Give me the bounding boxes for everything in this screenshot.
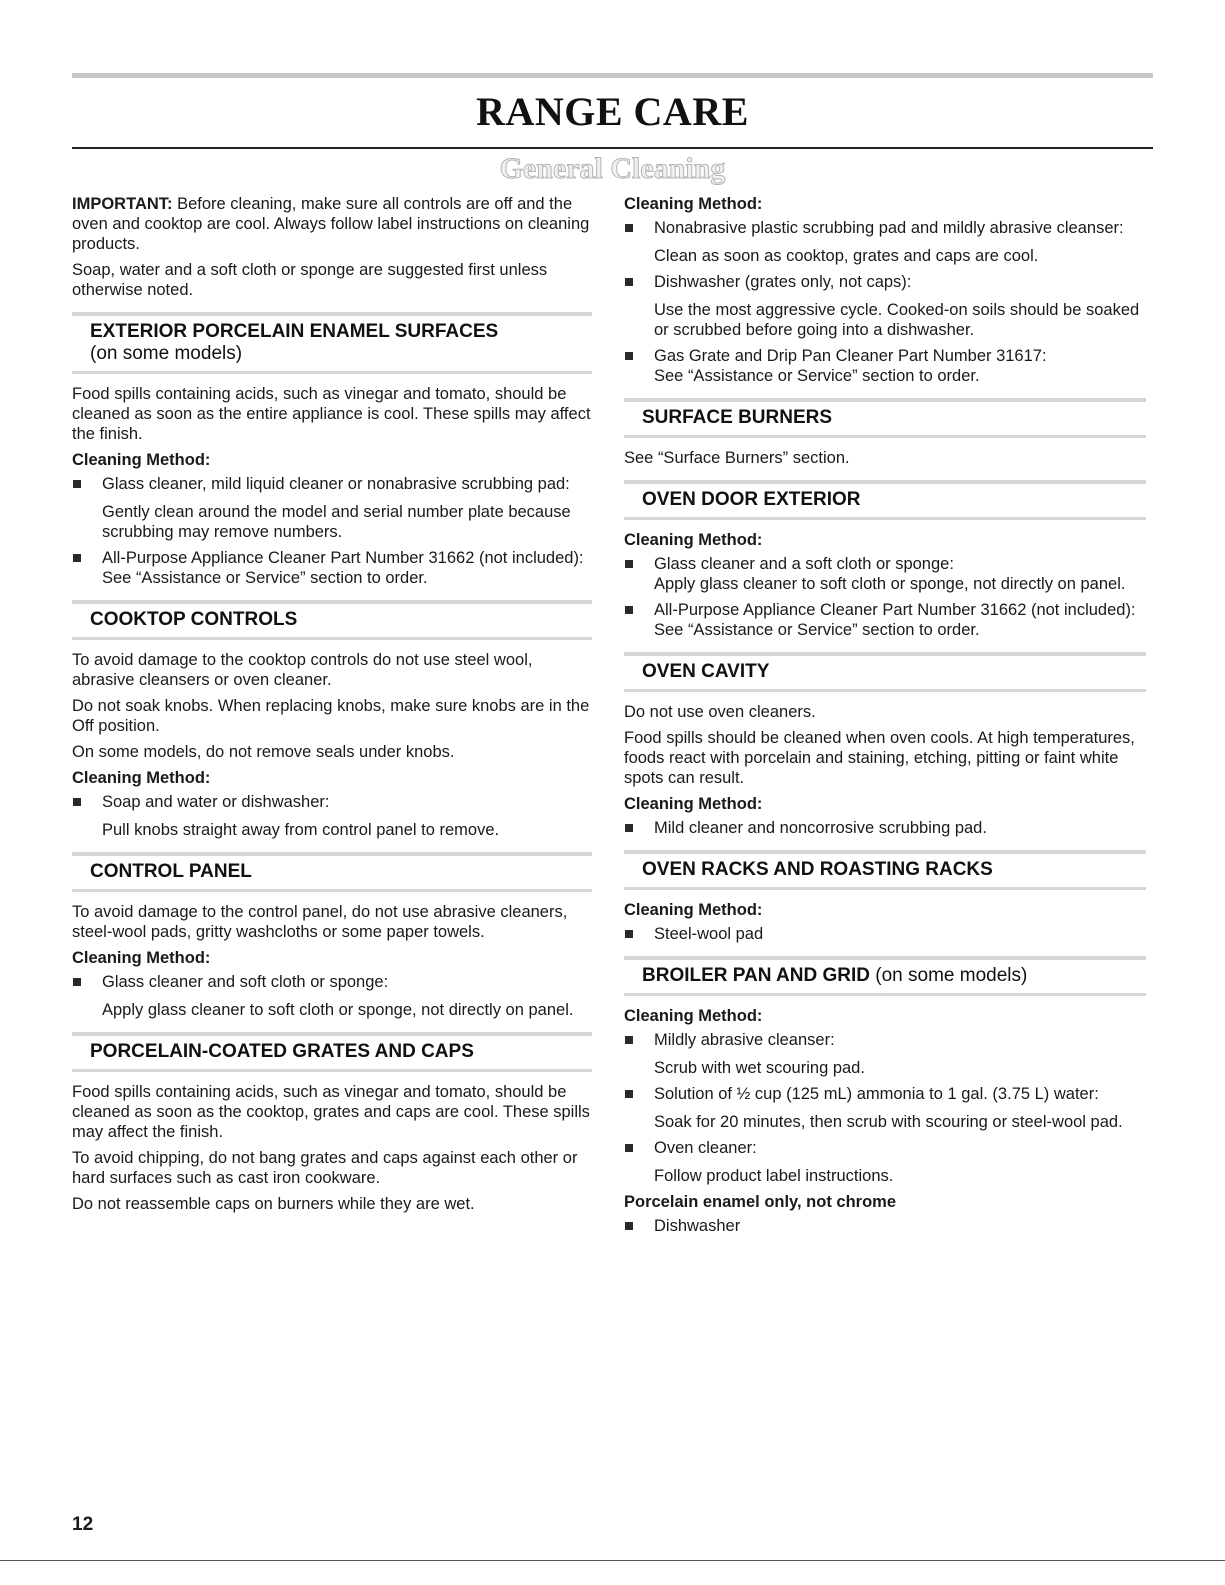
item-label: Oven cleaner: bbox=[654, 1139, 757, 1157]
oven-door-method-list bbox=[624, 554, 1146, 640]
item-detail: Follow product label instructions. bbox=[654, 1167, 894, 1185]
item-label: All-Purpose Appliance Cleaner Part Number 31662 (not included): bbox=[102, 549, 584, 567]
oven-racks-method-list bbox=[624, 924, 1146, 944]
porcelain-list bbox=[624, 1216, 1146, 1236]
important-text: Before cleaning, make sure all controls are off and the oven and cooktop are cool. Always follow label instructions on cleaning products. bbox=[72, 195, 590, 253]
item-detail: See “Assistance or Service” section to order. bbox=[654, 621, 980, 639]
list-item bbox=[72, 474, 592, 542]
list-item bbox=[624, 554, 1146, 594]
item-detail: Apply glass cleaner to soft cloth or sponge, not directly on panel. bbox=[102, 1001, 574, 1019]
cleaning-method-label: Cleaning Method: bbox=[72, 451, 211, 469]
list-item bbox=[624, 1084, 1146, 1132]
grates-caps-p2: To avoid chipping, do not bang grates and caps against each other or hard surfaces such as cast iron cookware. bbox=[72, 1149, 578, 1187]
section-title: General Cleaning bbox=[499, 152, 726, 185]
cooktop-controls-method-list bbox=[72, 792, 592, 840]
exterior-title: EXTERIOR PORCELAIN ENAMEL SURFACES bbox=[90, 321, 499, 342]
broiler-title: BROILER PAN AND GRID bbox=[642, 965, 870, 986]
item-detail: Pull knobs straight away from control panel to remove. bbox=[102, 821, 500, 839]
item-detail: Use the most aggressive cycle. Cooked-on soils should be soaked or scrubbed before going into a dishwasher. bbox=[654, 301, 1140, 339]
list-item bbox=[624, 818, 1146, 838]
item-detail: See “Assistance or Service” section to order. bbox=[102, 569, 428, 587]
broiler-note: (on some models) bbox=[875, 965, 1028, 986]
list-item bbox=[624, 1138, 1146, 1186]
list-item bbox=[72, 548, 592, 588]
cooktop-controls-p1: To avoid damage to the cooktop controls do not use steel wool, abrasive cleansers or oven cleaner. bbox=[72, 651, 533, 689]
list-item bbox=[624, 218, 1146, 266]
cleaning-method-label: Cleaning Method: bbox=[624, 1007, 763, 1025]
item-detail: Scrub with wet scouring pad. bbox=[654, 1059, 865, 1077]
exterior-body: Food spills containing acids, such as vinegar and tomato, should be cleaned as soon as the entire appliance is cool. These spills may affect the finish. bbox=[72, 385, 591, 443]
left-column bbox=[72, 194, 592, 1220]
list-item bbox=[624, 346, 1146, 386]
bottom-rule bbox=[0, 1560, 1225, 1561]
oven-cavity-p1: Do not use oven cleaners. bbox=[624, 703, 816, 721]
list-item bbox=[624, 272, 1146, 340]
cleaning-method-label: Cleaning Method: bbox=[624, 531, 763, 549]
cleaning-method-label: Cleaning Method: bbox=[624, 901, 763, 919]
item-label: Solution of ½ cup (125 mL) ammonia to 1 gal. (3.75 L) water: bbox=[654, 1085, 1099, 1103]
broiler-heading bbox=[624, 956, 1146, 996]
item-label: Glass cleaner and a soft cloth or sponge: bbox=[654, 555, 954, 573]
control-panel-heading: CONTROL PANEL bbox=[72, 852, 592, 892]
item-label: Dishwasher (grates only, not caps): bbox=[654, 273, 912, 291]
cleaning-method-label: Cleaning Method: bbox=[72, 769, 211, 787]
item-label: Mild cleaner and noncorrosive scrubbing pad. bbox=[654, 819, 987, 837]
cleaning-method-label: Cleaning Method: bbox=[624, 795, 763, 813]
item-label: Mildly abrasive cleanser: bbox=[654, 1031, 835, 1049]
oven-cavity-method-list bbox=[624, 818, 1146, 838]
grates-caps-p1: Food spills containing acids, such as vinegar and tomato, should be cleaned as soon as the cooktop, grates and caps are cool. These spills may affect the finish. bbox=[72, 1083, 590, 1141]
item-label: Nonabrasive plastic scrubbing pad and mildly abrasive cleanser: bbox=[654, 219, 1124, 237]
item-detail: Clean as soon as cooktop, grates and caps are cool. bbox=[654, 247, 1039, 265]
grates-caps-heading: PORCELAIN-COATED GRATES AND CAPS bbox=[72, 1032, 592, 1072]
item-detail: Apply glass cleaner to soft cloth or sponge, not directly on panel. bbox=[654, 575, 1126, 593]
cooktop-controls-p3: On some models, do not remove seals under knobs. bbox=[72, 743, 455, 761]
title-rule bbox=[72, 147, 1153, 149]
cleaning-method-label: Cleaning Method: bbox=[624, 195, 763, 213]
list-item bbox=[624, 924, 1146, 944]
grates-caps-p3: Do not reassemble caps on burners while they are wet. bbox=[72, 1195, 475, 1213]
page-title: RANGE CARE bbox=[476, 89, 749, 134]
item-label: Steel-wool pad bbox=[654, 925, 764, 943]
item-label: Glass cleaner and soft cloth or sponge: bbox=[102, 973, 389, 991]
item-label: Dishwasher bbox=[654, 1217, 741, 1235]
oven-door-heading: OVEN DOOR EXTERIOR bbox=[624, 480, 1146, 520]
item-label: Glass cleaner, mild liquid cleaner or nonabrasive scrubbing pad: bbox=[102, 475, 570, 493]
control-panel-method-list bbox=[72, 972, 592, 1020]
item-label: Soap and water or dishwasher: bbox=[102, 793, 330, 811]
item-detail: Soak for 20 minutes, then scrub with scouring or steel-wool pad. bbox=[654, 1113, 1123, 1131]
oven-cavity-heading: OVEN CAVITY bbox=[624, 652, 1146, 692]
list-item bbox=[72, 972, 592, 1020]
item-label: All-Purpose Appliance Cleaner Part Number 31662 (not included): bbox=[654, 601, 1136, 619]
cooktop-controls-heading: COOKTOP CONTROLS bbox=[72, 600, 592, 640]
intro-paragraph: Soap, water and a soft cloth or sponge are suggested first unless otherwise noted. bbox=[72, 261, 548, 299]
exterior-heading bbox=[72, 312, 592, 374]
surface-burners-body: See “Surface Burners” section. bbox=[624, 449, 850, 467]
grates-method-list bbox=[624, 218, 1146, 386]
page-number: 12 bbox=[72, 1514, 94, 1535]
important-lead: IMPORTANT: bbox=[72, 195, 173, 213]
right-column bbox=[624, 194, 1146, 1242]
cleaning-method-label: Cleaning Method: bbox=[72, 949, 211, 967]
top-rule bbox=[72, 73, 1153, 78]
list-item bbox=[624, 1030, 1146, 1078]
item-detail: Gently clean around the model and serial number plate because scrubbing may remove numbers. bbox=[102, 503, 571, 541]
exterior-subtitle: (on some models) bbox=[90, 343, 243, 364]
cooktop-controls-p2: Do not soak knobs. When replacing knobs, make sure knobs are in the Off position. bbox=[72, 697, 590, 735]
porcelain-heading: Porcelain enamel only, not chrome bbox=[624, 1193, 897, 1211]
list-item bbox=[624, 1216, 1146, 1236]
item-label: Gas Grate and Drip Pan Cleaner Part Number 31617: bbox=[654, 347, 1047, 365]
control-panel-body: To avoid damage to the control panel, do not use abrasive cleaners, steel-wool pads, gritty washcloths or some paper towels. bbox=[72, 903, 568, 941]
important-paragraph bbox=[72, 194, 592, 254]
surface-burners-heading: SURFACE BURNERS bbox=[624, 398, 1146, 438]
oven-racks-heading: OVEN RACKS AND ROASTING RACKS bbox=[624, 850, 1146, 890]
list-item bbox=[624, 600, 1146, 640]
list-item bbox=[72, 792, 592, 840]
oven-cavity-p2: Food spills should be cleaned when oven cools. At high temperatures, foods react with porcelain and staining, etching, pitting or faint white spots can result. bbox=[624, 729, 1135, 787]
broiler-method-list bbox=[624, 1030, 1146, 1186]
item-detail: See “Assistance or Service” section to order. bbox=[654, 367, 980, 385]
exterior-method-list bbox=[72, 474, 592, 588]
